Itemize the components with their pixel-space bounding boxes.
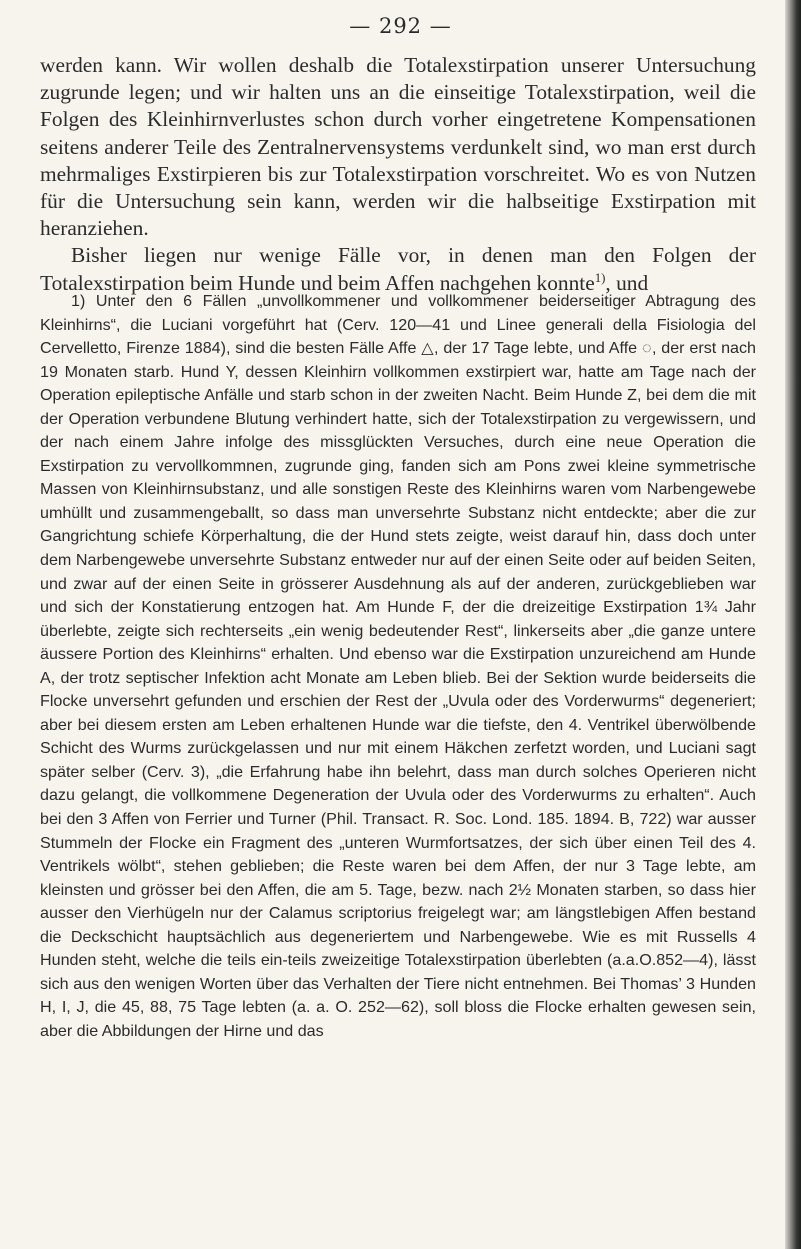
paragraph-2-end: , und bbox=[605, 270, 649, 295]
footnote-marker: 1) bbox=[71, 292, 86, 310]
paragraph-2 bbox=[40, 242, 756, 296]
footnote-text: Unter den 6 Fällen „unvollkommener und vollkommener beiderseitiger Abtragung des Kleinhirns“, die Luciani vorgeführt hat (Cerv. 120—41 und Linee generali della Fisiologia del Cervelletto, Firenze 1884), sind die besten Fälle Affe △, der 17 Tage lebte, und Affe ◌, der erst nach 19 Monaten starb. Hund Y, dessen Kleinhirn vollkommen exstirpiert war, hatte am Tage nach der Operation epileptische Anfälle und starb schon in der zweiten Nacht. Beim Hunde Z, bei dem die mit der Operation verbundene Blutung verhindert hatte, sich der Totalexstirpation zu vergewissern, und der nach einem Jahre infolge des missglückten Versuches, durch eine neue Operation die Exstirpation zu vervollkommnen, zugrunde ging, fanden sich am Pons zwei kleine symmetrische Massen von Kleinhirnsubstanz, und alle sonstigen Reste des Kleinhirns waren vom Narbengewebe umhüllt und zusammengeballt, so dass man unversehrte Substanz nicht entdeckte; aber die zur Gangrichtung schiefe Körperhaltung, die der Hund stets zeigte, weist darauf hin, dass doch unter dem Narbengewebe unversehrte Substanz entweder nur auf der einen Seite oder auf beiden Seiten, und zwar auf der einen Seite in grösserer Ausdehnung als auf der anderen, zurückgeblieben war und sich der Konstatierung entzogen hat. Am Hunde F, der die dreizeitige Exstirpation 1¾ Jahr überlebte, zeigte sich rechterseits „ein wenig bedeutender Rest“, linkerseits aber „die ganze untere äussere Portion des Kleinhirns“ erhalten. Und ebenso war die Exstirpation unzureichend am Hunde A, der trotz septischer Infektion acht Monate am Leben blieb. Bei der Sektion wurde beiderseits die Flocke unversehrt gefunden und erschien der Rest der „Uvula oder des Vorderwurms“ degeneriert; aber bei diesem ersten am Leben erhaltenen Hunde war die tiefste, den 4. Ventrikel überwölbende Schicht des Wurms zurückgelassen und nur mit einem Häkchen zerfetzt worden, und Luciani sagt später selber (Cerv. 3), „die Erfahrung habe ihn belehrt, dass man durch solches Operieren nicht dazu gelangt, die vollkommene Degeneration der Uvula oder des Vorderwurms zu erhalten“. Auch bei den 3 Affen von Ferrier und Turner (Phil. Transact. R. Soc. Lond. 185. 1894. B, 722) war ausser Stummeln der Flocke ein Fragment des „unteren Wurmfortsatzes, der sich über einen Teil des 4. Ventrikels wölbt“, stehen geblieben; die Reste waren bei dem Affen, der nur 3 Tage lebte, am kleinsten und grösser bei den Affen, die am 5. Tage, bezw. nach 2½ Monaten starben, so dass hier ausser den Vierhügeln nur der Calamus scriptorius freigelegt war; am längstlebigen Affen bestand die Deckschicht hauptsächlich aus degeneriertem und Narbengewebe. Wie es mit Russells 4 Hunden steht, welche die teils ein-teils zweizeitige Totalexstirpation überlebten (a.a.O.852—4), lässt sich aus den wenigen Worten über das Verhalten der Tiere nicht entnehmen. Bei Thomas’ 3 Hunden H, I, J, die 45, 88, 75 Tage lebten (a. a. O. 252—62), soll bloss die Flocke erhalten gewesen sein, aber die Abbildungen der Hirne und das bbox=[40, 292, 756, 1040]
main-text bbox=[40, 52, 756, 297]
paragraph-1: werden kann. Wir wollen deshalb die Totalexstirpation unserer Untersuchung zugrunde legen; und wir halten uns an die einseitige Totalexstirpation, weil die Folgen des Kleinhirnverlustes schon durch vorher eingetretene Kompensationen seitens anderer Teile des Zentralnervensystems verdunkelt sind, wo man erst durch mehrmaliges Exstirpieren bis zur Totalexstirpation vorschreitet. Wo es von Nutzen für die Untersuchung sein kann, werden wir die halbseitige Exstirpation mit heranziehen. bbox=[40, 53, 756, 241]
page-number: — 292 — bbox=[349, 14, 452, 38]
page-binding-edge bbox=[785, 0, 801, 1249]
footnote bbox=[40, 290, 756, 1044]
paragraph-2-text: Bisher liegen nur wenige Fälle vor, in denen man den Folgen der Totalexstirpation beim Hunde und beim Affen nachgehen konnte bbox=[40, 243, 756, 295]
footnote-reference[interactable]: 1) bbox=[594, 270, 606, 285]
